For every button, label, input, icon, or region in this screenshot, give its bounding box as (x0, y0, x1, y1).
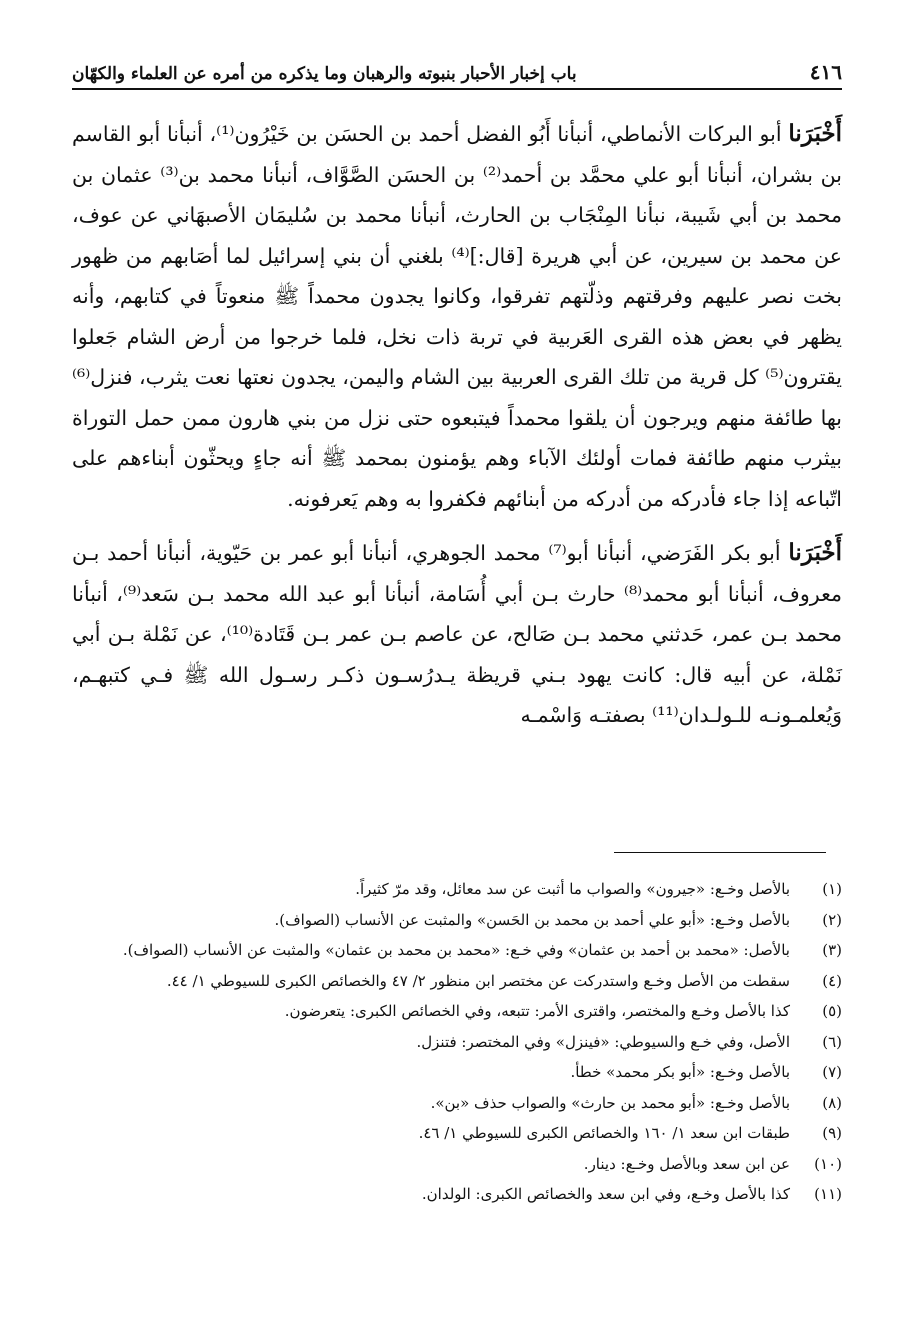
footnote-number: (٣) (822, 941, 842, 959)
footnote (72, 935, 842, 966)
page-number: ٤١٦ (809, 60, 842, 84)
footnote (72, 1088, 842, 1119)
footnote (72, 1149, 842, 1180)
footnote-text: سقطت من الأصل وخـع واستدركت عن مختصر ابن منظور ٢/ ٤٧ والخصائص الكبرى للسيوطي ١/ ٤٤. (166, 971, 790, 990)
footnote-text: بالأصل: «محمد بن أحمد بن عثمان» وفي خـع: «محمد بن محمد بن عثمان» والمثبت عن الأنساب (الصواف). (122, 941, 790, 959)
footnote-text: كذا بالأصل وخـع والمختصر، واقترى الأمر: تتبعه، وفي الخصائص الكبرى: يتعرضون. (284, 1002, 790, 1020)
footnote-text: بالأصل وخـع: «أبو بكر محمد» خطأ. (570, 1063, 790, 1081)
running-title: باب إخبار الأحبار بنبوته والرهبان وما يذكره من أمره عن العلماء والكهّان (72, 64, 577, 84)
footnote-text: بالأصل وخـع: «أبو علي أحمد بن محمد بن الحَسن» والمثبت عن الأنساب (الصواف). (274, 910, 790, 929)
footnote-text: كذا بالأصل وخـع، وفي ابن سعد والخصائص الكبرى: الولدان. (421, 1185, 790, 1203)
footnote (72, 966, 842, 997)
footnote-text: طبقات ابن سعد ١/ ١٦٠ والخصائص الكبرى للسيوطي ١/ ٤٦. (418, 1124, 790, 1142)
paragraph-lead-word: أَخْبَرَنا (788, 120, 843, 147)
footnote-number: (٦) (822, 1032, 842, 1051)
footnote-number: (١) (822, 880, 842, 898)
paragraph-text: أبو البركات الأنماطي، أنبأنا أَبُو الفضل أحمد بن الحسَن بن خَيْرُون⁽¹⁾، أنبأنا أبو القاسم بن بشران، أنبأنا أبو علي محمَّد بن أحمد⁽²⁾ بن الحسَن الصَّوَّاف، أنبأنا محمد بن⁽³⁾ عثمان بن محمد بن أبي شَيبة، نبأنا المِنْجَاب بن الحارث، أنبأنا محمد بن سُليمَان الأصبهَاني عن عوف، عن محمد بن سيرين، عن أبي هريرة [قال:]⁽⁴⁾ بلغني أن بني إسرائيل لما أصَابهم من ظهور بخت نصر عليهم وفرقتهم وذلّتهم تفرقوا، وكانوا يجدون محمداً ﷺ منعوتاً في كتابهم، وأنه يظهر في بعض هذه القرى العَربية في تربة ذات نخل، فلما خرجوا من أرض الشام جَعلوا يقترون⁽⁵⁾ كل قرية من تلك القرى العربية بين الشام واليمن، يجدون نعتها نعت يثرب، فنزل⁽⁶⁾ بها طائفة منهم ويرجون أن يلقوا محمداً فيتبعوه حتى نزل من بني هارون ممن حمل التوراة بيثرب منهم طائفة فمات أولئك الآباء وهم يؤمنون بمحمد ﷺ أنه جاءٍ ويحثّون أبناءهم على اتّباعه إذا جاء فأدركه من أدركه من أبنائهم فكفروا به وهم يَعرفونه. (72, 122, 842, 511)
footnote-number: (٧) (822, 1063, 842, 1081)
main-text (72, 114, 842, 736)
page-header (72, 52, 842, 90)
footnote (72, 874, 842, 905)
footnote-text: بالأصل وخـع: «جيرون» والصواب ما أثبت عن سد معائل، وقد مرّ كثيراً. (355, 880, 790, 898)
footnote-separator (614, 852, 826, 853)
footnote-text: بالأصل وخـع: «أبو محمد بن حارث» والصواب حذف «بن». (430, 1093, 790, 1112)
footnote-text: عن ابن سعد وبالأصل وخـع: دينار. (583, 1154, 790, 1173)
footnote-number: (١٠) (814, 1154, 842, 1173)
footnote-number: (٤) (822, 971, 842, 990)
footnote (72, 1179, 842, 1210)
footnotes-list (72, 874, 842, 1210)
footnote (72, 1118, 842, 1149)
footnote-number: (٨) (822, 1093, 842, 1112)
footnote (72, 1057, 842, 1088)
paragraph-text: أبو بكر الفَرَضي، أنبأنا أبو⁽⁷⁾ محمد الجوهري، أنبأنا أبو عمر بن حَيّوية، أنبأنا أحمد بـن معروف، أنبأنا أبو محمد⁽⁸⁾ حارث بـن أبي أُسَامة، أنبأنا أبو عبد الله محمد بـن سَعد⁽⁹⁾، أنبأنا محمد بـن عمر، حَدثني محمد بـن صَالح، عن عاصم بـن عمر بـن قَتَادة⁽¹⁰⁾، عن نَمْلة بـن أبي نَمْلة، عن أبيه قال: كانت يهود بـني قريظة يـدرُسـون ذكـر رسـول الله ﷺ فـي كتبهـم، وَيُعلمـونـه للـولـدان⁽¹¹⁾ بصفتـه وَاسْمـه (72, 541, 842, 727)
footnote-number: (٥) (822, 1002, 842, 1020)
footnote-number: (٢) (822, 910, 842, 929)
paragraph (72, 114, 842, 519)
footnote (72, 905, 842, 936)
footnote (72, 996, 842, 1027)
footnote-number: (٩) (822, 1124, 842, 1142)
footnote (72, 1027, 842, 1058)
footnote-text: الأصل، وفي خـع والسيوطي: «فينزل» وفي المختصر: فتنزل. (416, 1032, 790, 1051)
paragraph-lead-word: أَخْبَرَنا (788, 539, 842, 566)
paragraph (72, 533, 842, 736)
footnote-number: (١١) (814, 1185, 842, 1203)
